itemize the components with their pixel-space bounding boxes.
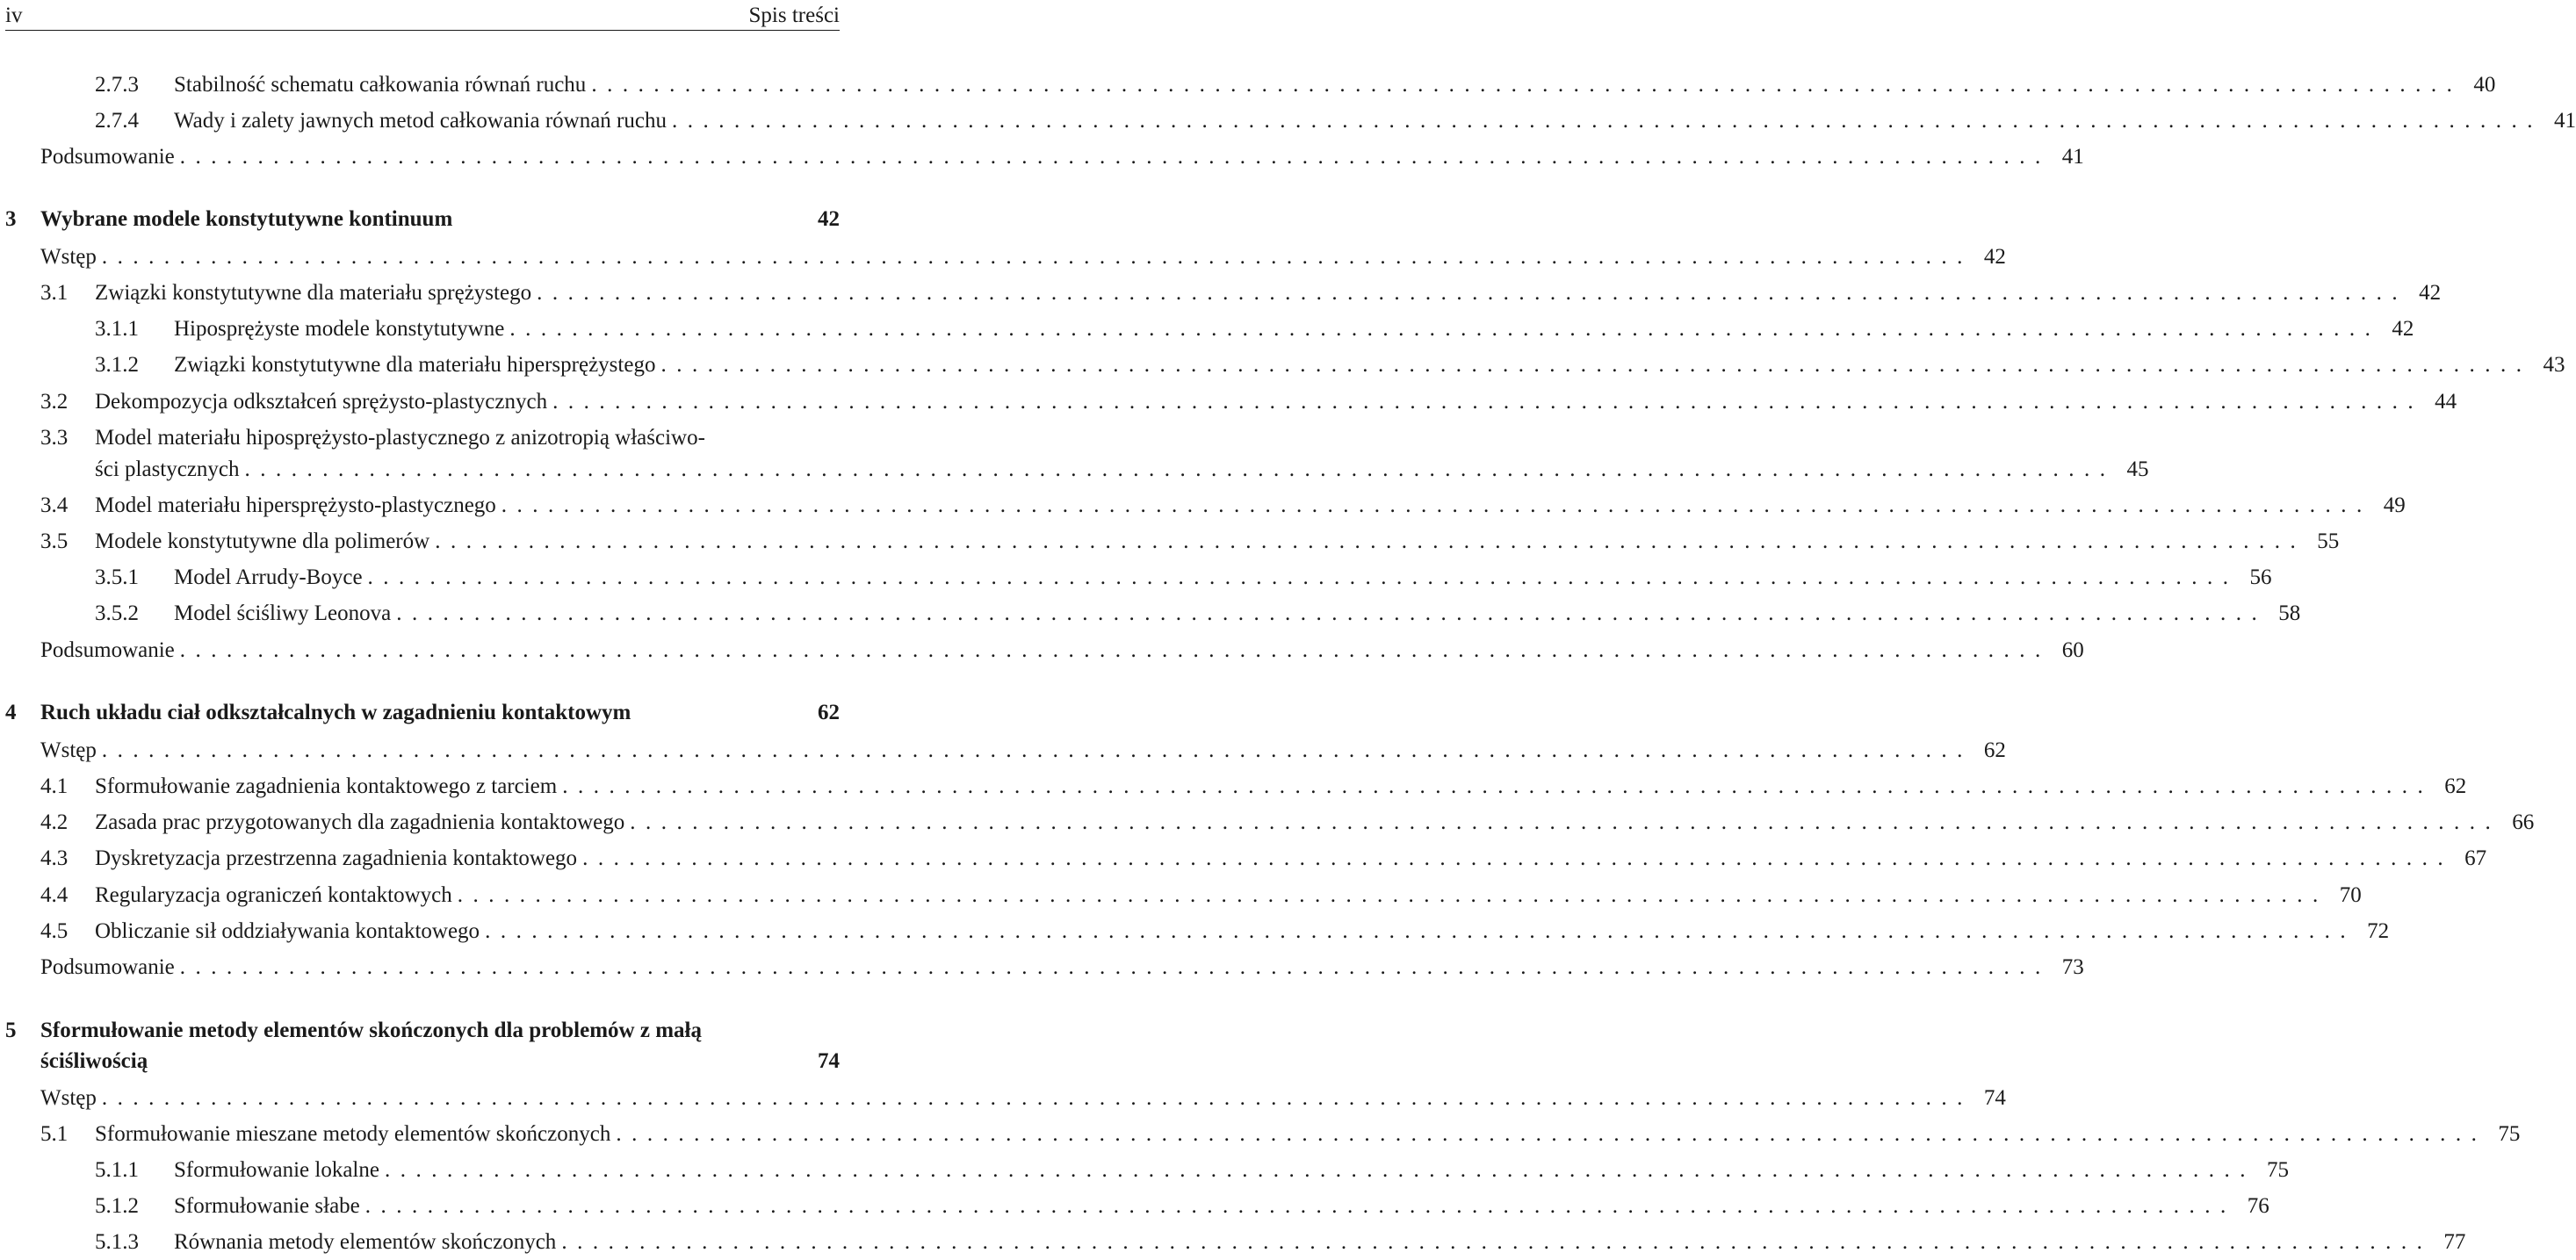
entry-line — [174, 599, 2301, 629]
entry-page-number: 42 — [2419, 281, 2442, 305]
toc-entry-3-4 — [0, 491, 2406, 521]
dot-leader: ........................................................................................................................ — [616, 1122, 2487, 1146]
toc-entry-wstęp — [0, 1084, 2006, 1113]
toc-entry-wstęp — [0, 736, 2006, 766]
entry-number: 2.7.3 — [95, 73, 139, 97]
entry-title: Wstęp — [40, 1086, 97, 1110]
entry-title: Dekompozycja odkształceń sprężysto-plastycznych — [95, 390, 548, 414]
entry-line — [40, 953, 2084, 983]
entry-title: Sformułowanie metody elementów skończonych dla problemów z małą — [40, 1019, 702, 1042]
entry-page-number: 72 — [2367, 919, 2390, 943]
entry-line — [95, 772, 2467, 802]
entry-number: 3.4 — [40, 493, 69, 517]
entry-page-number: 42 — [2392, 317, 2414, 341]
toc-entry-4-4 — [0, 881, 2362, 911]
entry-title: Wstęp — [40, 245, 97, 269]
entry-page-number: 62 — [2444, 774, 2467, 798]
toc-entry-podsumowanie — [0, 953, 2084, 983]
entry-title: Sformułowanie zagadnienia kontaktowego z tarciem — [95, 774, 558, 798]
toc-entry-2-7-4 — [0, 106, 2576, 136]
entry-line — [174, 106, 2576, 136]
entry-number: 4.1 — [40, 774, 69, 798]
entry-line — [174, 1192, 2269, 1221]
dot-leader: ........................................................................................................................ — [509, 317, 2381, 341]
header-page-number: iv — [5, 4, 23, 27]
toc-entry-3-1-1 — [0, 314, 2414, 344]
entry-title: Podsumowanie — [40, 955, 175, 979]
entry-page-number: 76 — [2247, 1194, 2269, 1218]
entry-title: Model ściśliwy Leonova — [174, 601, 392, 625]
entry-number: 3.1.2 — [95, 353, 139, 377]
entry-title: Równania metody elementów skończonych — [174, 1230, 557, 1254]
entry-line — [40, 636, 2084, 666]
dot-leader: ........................................................................................................................ — [561, 1230, 2433, 1254]
dot-leader: ........................................................................................................................ — [179, 145, 2051, 169]
toc-entry-3-3 — [0, 423, 843, 453]
entry-page-number: 42 — [818, 207, 840, 231]
entry-title: Dyskretyzacja przestrzenna zagadnienia kontaktowego — [95, 846, 578, 870]
dot-leader: ........................................................................................................................ — [501, 493, 2372, 517]
entry-title: Ruch układu ciał odkształcalnych w zagadnieniu kontaktowym — [40, 701, 631, 724]
toc-entry-continuation — [0, 1047, 843, 1076]
entry-line — [174, 563, 2272, 593]
entry-number: 5.1.1 — [95, 1158, 139, 1182]
dot-leader: ........................................................................................................................ — [562, 774, 2434, 798]
entry-line — [40, 242, 2006, 272]
dot-leader: ........................................................................................................................ — [435, 529, 2306, 553]
dot-leader: ........................................................................................................................ — [244, 457, 2116, 481]
entry-page-number: 67 — [2464, 846, 2487, 870]
entry-title: Model materiału hipersprężysto-plastycznego — [95, 493, 496, 517]
entry-page-number: 56 — [2249, 565, 2272, 589]
toc-entry-podsumowanie — [0, 142, 2084, 172]
entry-line — [95, 917, 2390, 947]
entry-line — [40, 698, 840, 728]
entry-page-number: 41 — [2553, 109, 2576, 133]
dot-leader: ........................................................................................................................ — [101, 245, 1973, 269]
dot-leader: ........................................................................................................................ — [457, 883, 2328, 907]
toc-entry-wstęp — [0, 242, 2006, 272]
entry-number: 4.3 — [40, 846, 69, 870]
entry-title: Stabilność schematu całkowania równań ruchu — [174, 73, 587, 97]
entry-number: 3.5.1 — [95, 565, 139, 589]
entry-line — [95, 527, 2340, 557]
entry-title: Model materiału hiposprężysto-plastycznego z anizotropią właściwo- — [95, 426, 705, 450]
entry-line — [95, 455, 2149, 485]
entry-line — [95, 844, 2487, 874]
dot-leader: ........................................................................................................................ — [396, 601, 2268, 625]
entry-number: 4.4 — [40, 883, 69, 907]
entry-title: Sformułowanie lokalne — [174, 1158, 379, 1182]
entry-title: Związki konstytutywne dla materiału sprężystego — [95, 281, 532, 305]
toc-entry-3-5-2 — [0, 599, 2301, 629]
toc-entry-3-1 — [0, 278, 2442, 308]
toc-entry-4-5 — [0, 917, 2390, 947]
dot-leader: ........................................................................................................................ — [660, 353, 2532, 377]
entry-number: 4.2 — [40, 810, 69, 834]
entry-line — [174, 70, 2496, 100]
dot-leader: ........................................................................................................................ — [364, 1194, 2236, 1218]
dot-leader: ........................................................................................................................ — [552, 390, 2424, 414]
entry-page-number: 58 — [2278, 601, 2301, 625]
dot-leader: ........................................................................................................................ — [630, 810, 2501, 834]
entry-title: Regularyzacja ograniczeń kontaktowych — [95, 883, 452, 907]
toc-entry-3-5 — [0, 527, 2340, 557]
toc-entry-5-1-1 — [0, 1156, 2289, 1185]
entry-title: Hiposprężyste modele konstytutywne — [174, 317, 505, 341]
entry-number: 3.2 — [40, 390, 69, 414]
entry-line — [40, 142, 2084, 172]
entry-title: Model Arrudy-Boyce — [174, 565, 363, 589]
dot-leader: ........................................................................................................................ — [485, 919, 2356, 943]
toc-entry-5 — [0, 1016, 843, 1046]
entry-page-number: 41 — [2061, 145, 2084, 169]
entry-page-number: 73 — [2061, 955, 2084, 979]
toc-entry-3 — [0, 205, 843, 234]
entry-title: Obliczanie sił oddziaływania kontaktowego — [95, 919, 480, 943]
entry-number: 5.1.2 — [95, 1194, 139, 1218]
dot-leader: ........................................................................................................................ — [591, 73, 2463, 97]
entry-number: 5.1 — [40, 1122, 69, 1146]
toc-entry-4 — [0, 698, 843, 728]
entry-title: Wstęp — [40, 738, 97, 762]
entry-page-number: 74 — [1983, 1086, 2006, 1110]
toc-entry-5-1-3 — [0, 1228, 2466, 1257]
entry-line — [95, 491, 2406, 521]
entry-title: Podsumowanie — [40, 638, 175, 662]
entry-page-number: 42 — [1983, 245, 2006, 269]
entry-page-number: 45 — [2126, 457, 2149, 481]
toc-entry-5-1-2 — [0, 1192, 2269, 1221]
entry-page-number: 75 — [2498, 1122, 2521, 1146]
entry-title-continuation: ściśliwością — [40, 1049, 148, 1073]
entry-line — [40, 205, 840, 234]
toc-entry-3-1-2 — [0, 350, 2565, 380]
entry-number: 3.3 — [40, 426, 69, 450]
entry-title: Sformułowanie mieszane metody elementów skończonych — [95, 1122, 611, 1146]
toc-entry-continuation — [0, 455, 2149, 485]
entry-title: Wady i zalety jawnych metod całkowania równań ruchu — [174, 109, 667, 133]
entry-line — [174, 314, 2414, 344]
entry-number: 3.1.1 — [95, 317, 139, 341]
entry-page-number: 70 — [2339, 883, 2362, 907]
entry-line — [95, 881, 2362, 911]
entry-line — [40, 1084, 2006, 1113]
entry-page-number: 75 — [2266, 1158, 2289, 1182]
entry-line — [174, 1228, 2466, 1257]
entry-page-number: 60 — [2061, 638, 2084, 662]
entry-line — [95, 387, 2457, 417]
dot-leader: ........................................................................................................................ — [537, 281, 2408, 305]
entry-line — [95, 808, 2535, 838]
entry-page-number: 77 — [2443, 1230, 2466, 1254]
entry-number: 3.1 — [40, 281, 69, 305]
entry-number: 5.1.3 — [95, 1230, 139, 1254]
entry-page-number: 74 — [818, 1049, 840, 1073]
entry-number: 4 — [5, 701, 17, 724]
entry-page-number: 43 — [2543, 353, 2565, 377]
toc-entry-2-7-3 — [0, 70, 2496, 100]
entry-number: 2.7.4 — [95, 109, 139, 133]
entry-line — [95, 278, 2442, 308]
entry-title: Zasada prac przygotowanych dla zagadnienia kontaktowego — [95, 810, 625, 834]
toc-entry-podsumowanie — [0, 636, 2084, 666]
entry-line — [40, 736, 2006, 766]
entry-line — [174, 1156, 2289, 1185]
entry-line — [95, 1120, 2521, 1149]
entry-page-number: 49 — [2383, 493, 2406, 517]
entry-page-number: 62 — [818, 701, 840, 724]
entry-page-number: 55 — [2317, 529, 2340, 553]
dot-leader: ........................................................................................................................ — [582, 846, 2454, 870]
entry-number: 3.5 — [40, 529, 69, 553]
dot-leader: ........................................................................................................................ — [101, 1086, 1973, 1110]
entry-page-number: 40 — [2473, 73, 2496, 97]
dot-leader: ........................................................................................................................ — [384, 1158, 2255, 1182]
header-title: Spis treści — [748, 4, 840, 27]
toc-entry-5-1 — [0, 1120, 2521, 1149]
entry-title: Związki konstytutywne dla materiału hipersprężystego — [174, 353, 656, 377]
dot-leader: ........................................................................................................................ — [367, 565, 2239, 589]
entry-title-continuation: ści plastycznych — [95, 457, 240, 481]
entry-title: Sformułowanie słabe — [174, 1194, 360, 1218]
entry-number: 4.5 — [40, 919, 69, 943]
dot-leader: ........................................................................................................................ — [101, 738, 1973, 762]
dot-leader: ........................................................................................................................ — [671, 109, 2543, 133]
toc-entry-4-1 — [0, 772, 2467, 802]
entry-title: Modele konstytutywne dla polimerów — [95, 529, 430, 553]
entry-number: 3.5.2 — [95, 601, 139, 625]
entry-page-number: 62 — [1983, 738, 2006, 762]
entry-page-number: 44 — [2435, 390, 2457, 414]
toc-entry-4-3 — [0, 844, 2487, 874]
entry-page-number: 66 — [2512, 810, 2535, 834]
toc-entry-4-2 — [0, 808, 2535, 838]
entry-title: Podsumowanie — [40, 145, 175, 169]
toc-entry-3-2 — [0, 387, 2457, 417]
entry-line — [174, 350, 2565, 380]
entry-line — [40, 1047, 840, 1076]
dot-leader: ........................................................................................................................ — [179, 638, 2051, 662]
entry-number: 3 — [5, 207, 17, 231]
toc-entry-3-5-1 — [0, 563, 2272, 593]
entry-number: 5 — [5, 1019, 17, 1042]
dot-leader: ........................................................................................................................ — [179, 955, 2051, 979]
entry-title: Wybrane modele konstytutywne kontinuum — [40, 207, 453, 231]
